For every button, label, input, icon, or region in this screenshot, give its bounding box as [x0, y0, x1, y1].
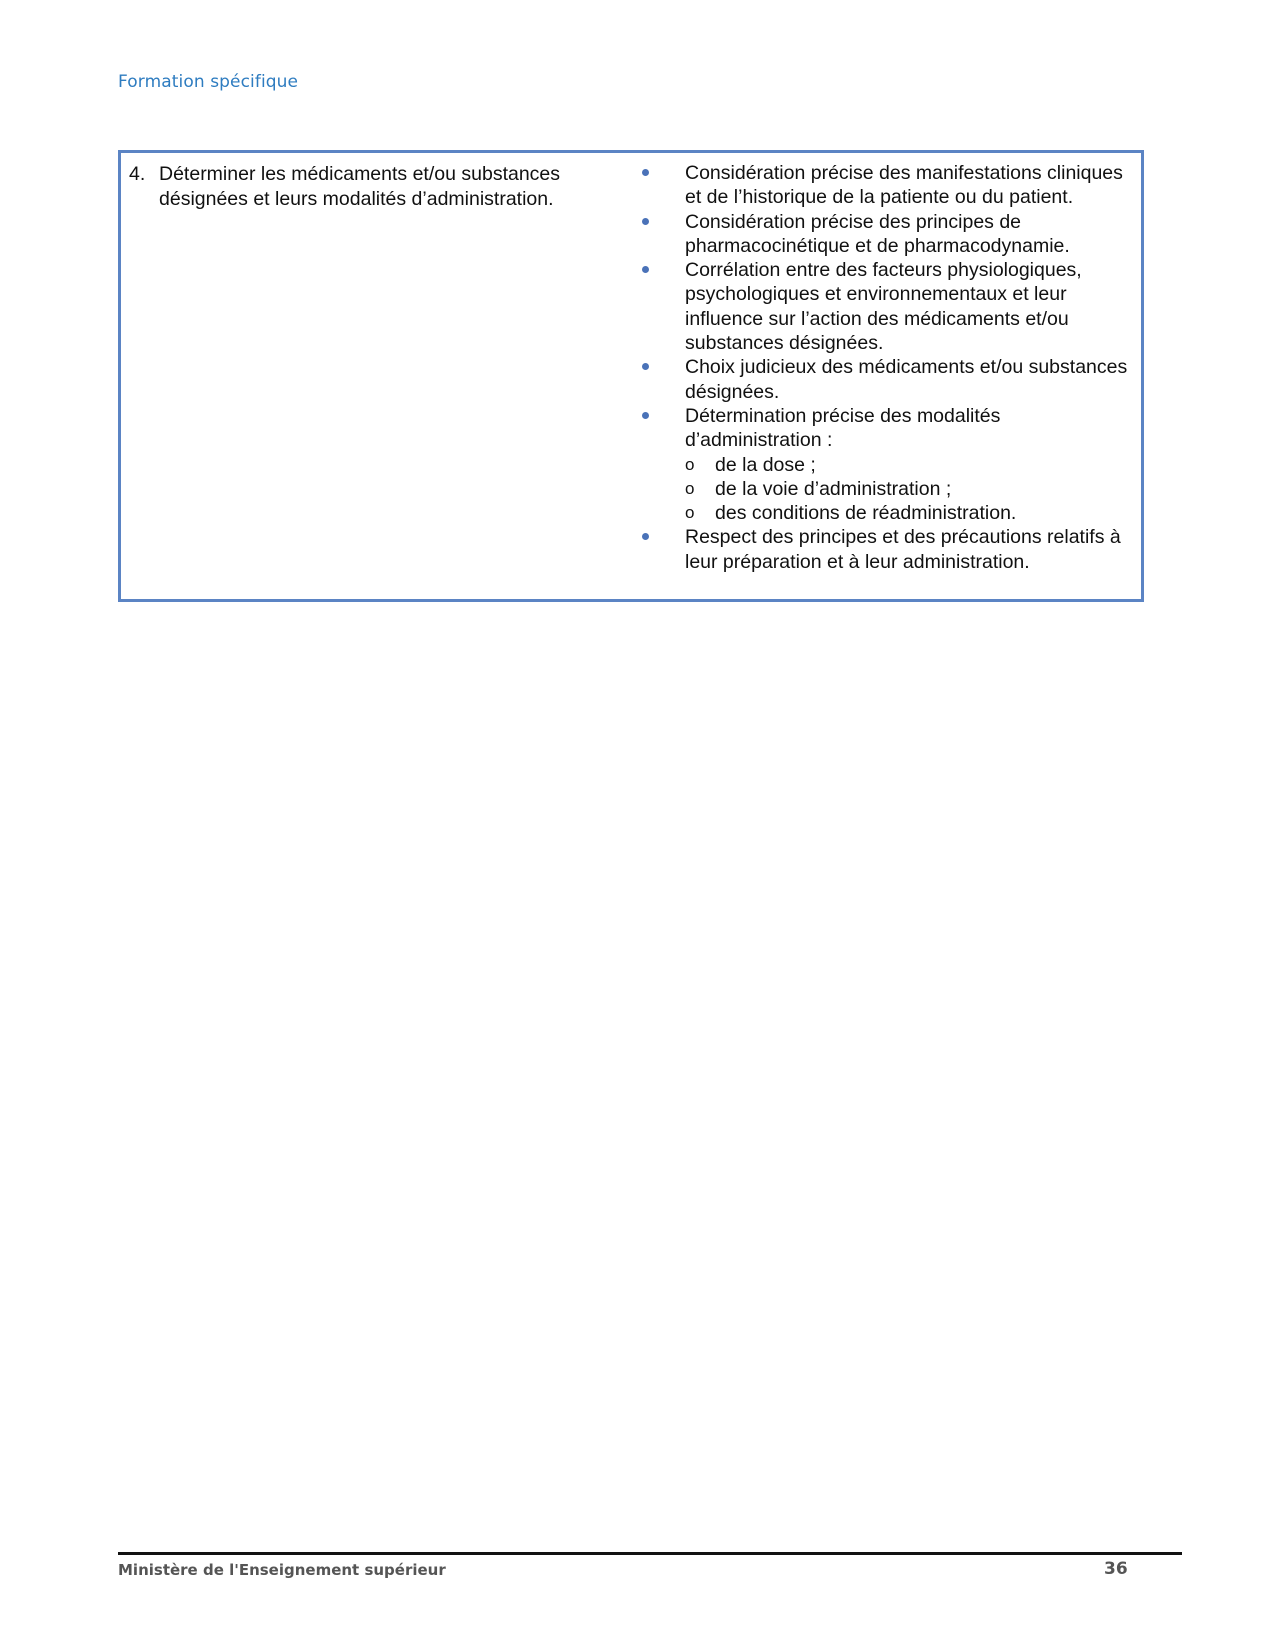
sub-criterion-item [685, 501, 1141, 525]
circle-bullet-icon: o [685, 454, 695, 474]
competency-table [118, 150, 1144, 602]
criteria-cell [641, 161, 1141, 574]
bullet-icon [642, 169, 649, 176]
circle-bullet-icon: o [685, 503, 695, 523]
footer-organization: Ministère de l'Enseignement supérieur [118, 1561, 446, 1579]
sub-criterion-text: de la voie d’administration ; [715, 477, 952, 500]
bullet-icon [642, 218, 649, 225]
sub-criterion-text: des conditions de réadministration. [715, 502, 1017, 525]
footer-divider [118, 1552, 1182, 1555]
page-number: 36 [1104, 1559, 1128, 1579]
bullet-icon [642, 412, 649, 419]
criterion-item [641, 404, 1141, 525]
bullet-icon [642, 363, 649, 370]
sub-criterion-item [685, 453, 1141, 477]
element-text: Déterminer les médicaments et/ou substances désignées et leurs modalités d’administration. [159, 163, 561, 210]
criterion-text: Détermination précise des modalités d’administration : [685, 404, 1001, 452]
criterion-item [641, 258, 1141, 355]
bullet-icon [642, 266, 649, 273]
circle-bullet-icon: o [685, 478, 695, 498]
criterion-item [641, 525, 1141, 574]
criterion-text: Considération précise des manifestations cliniques et de l’historique de la patiente ou du patient. [685, 162, 1123, 209]
page-header-title: Formation spécifique [118, 72, 299, 92]
criterion-text: Choix judicieux des médicaments et/ou substances désignées. [685, 356, 1128, 403]
criterion-text: Corrélation entre des facteurs physiologiques, psychologiques et environnementaux et leur influence sur l’action des médicaments et/ou substances désignées. [685, 259, 1082, 355]
bullet-icon [642, 533, 649, 540]
sub-criterion-text: de la dose ; [715, 453, 816, 476]
criterion-item [641, 355, 1141, 404]
criterion-text: Considération précise des principes de pharmacocinétique et de pharmacodynamie. [685, 210, 1070, 257]
criterion-item [641, 210, 1141, 259]
element-cell [129, 162, 609, 211]
criterion-item [641, 161, 1141, 210]
element-number: 4. [129, 163, 146, 185]
criterion-text: Respect des principes et des précautions relatifs à leur préparation et à leur administration. [685, 526, 1121, 573]
sub-criterion-item [685, 477, 1141, 501]
